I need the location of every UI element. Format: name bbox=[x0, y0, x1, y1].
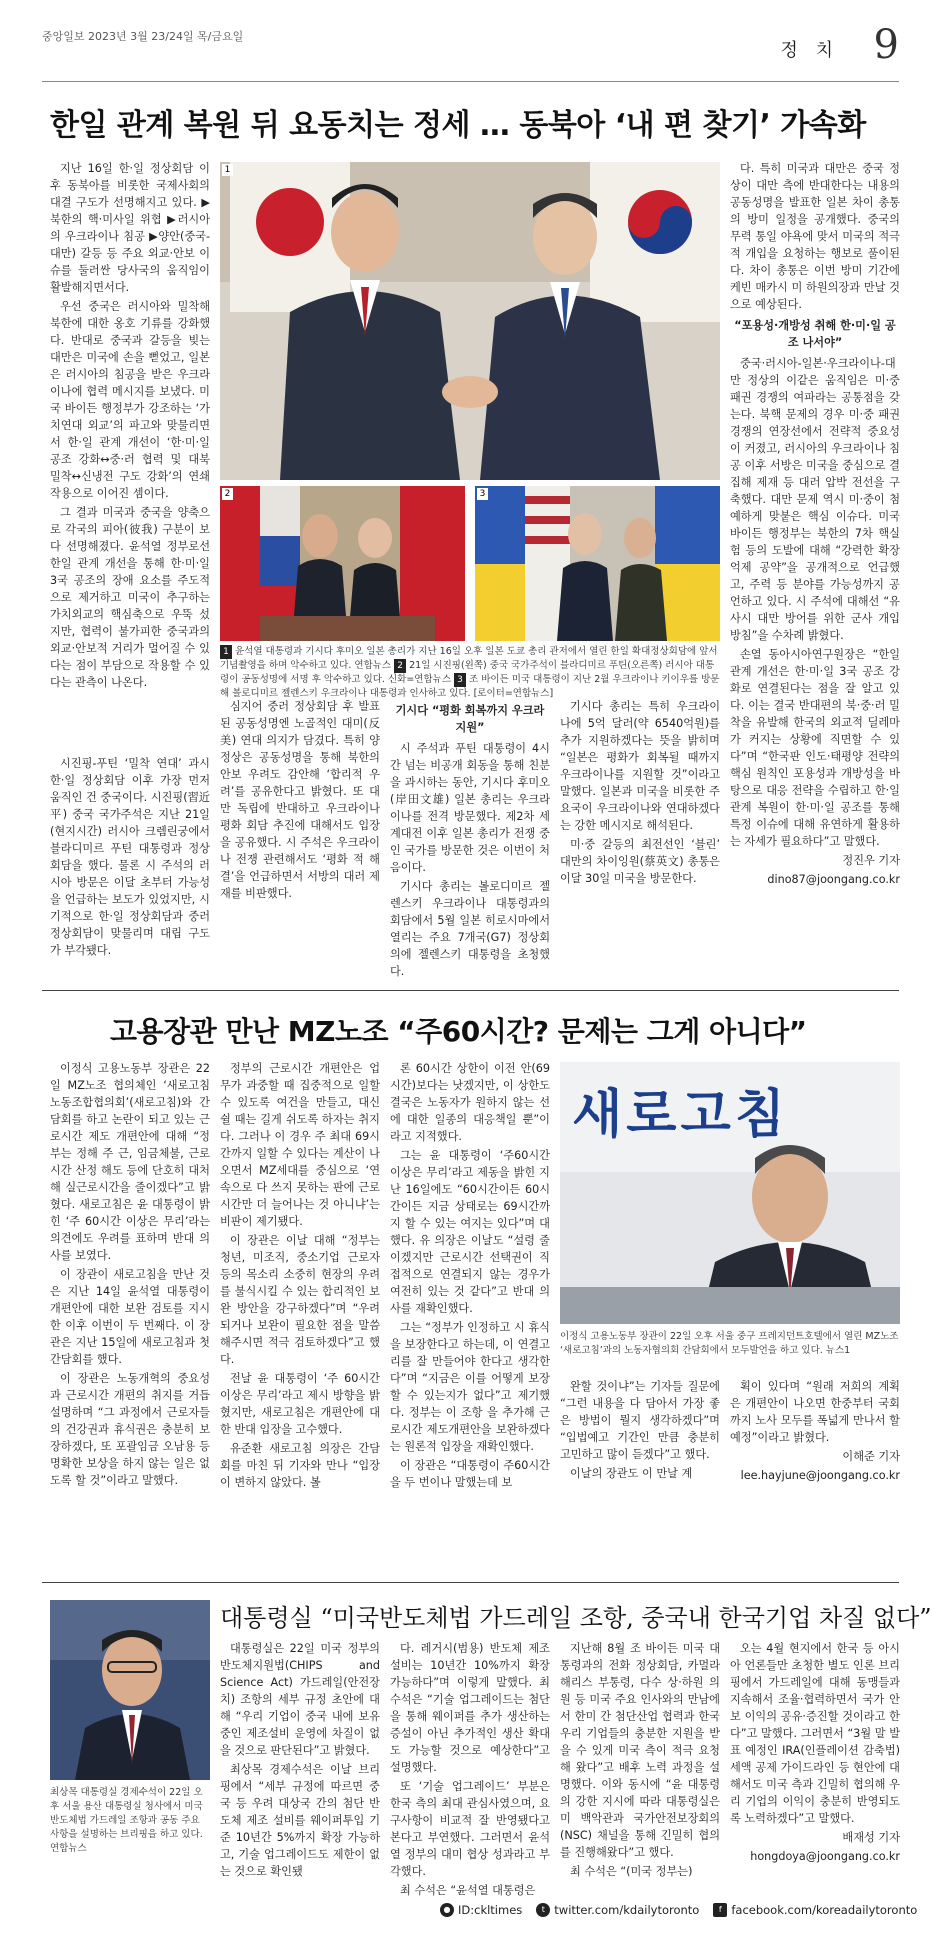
article3-email: hongdoya@joongang.co.kr bbox=[750, 1850, 900, 1863]
paragraph: 전날 윤 대통령이 ‘주 60시간 이상은 무리’라고 제시 방향을 밝혔지만, 새로고침은 개편안에 대한 반대 입장을 고수했다. bbox=[220, 1372, 380, 1436]
article2-email: lee.hayjune@joongang.co.kr bbox=[740, 1469, 900, 1482]
article3-col1 bbox=[220, 1640, 380, 1885]
paragraph: 최상목 경제수석은 이날 브리핑에서 “세부 규정에 따르면 중국 등 우려 대상국 간의 첨단 반도체 제조 설비를 웨이퍼투입 기준 10년간 5%까지 확장 가능하고, 기술 업그레이드도 제한이 없는 것으로 확인됐 bbox=[220, 1763, 380, 1878]
article1-email: dino87@joongang.co.kr bbox=[767, 873, 900, 886]
article2-headline: 고용장관 만난 MZ노조 “주60시간? 문제는 그게 아니다” bbox=[110, 1015, 807, 1048]
twitter-icon: t bbox=[536, 1903, 550, 1917]
paragraph: 그는 윤 대통령이 ‘주60시간 이상은 무리’라고 제동을 밝힌 지난 16일에도 “60시간이든 60시간이든 지금 상태로는 69시간까지 할 수 있는 여지는 있다”며 대했다. 유 의장은 이날도 “설령 줄이겠지만 근로시간 선택권이 직접적으로 연결되지 않는 경우가 여전히 있는 것 같다”고 반대 의사를 재확인했다. bbox=[390, 1149, 550, 1315]
caption-text-3: 조 바이든 미국 대통령이 지난 2월 우크라이나 키이우를 방문해 볼로디미르 젤렌스키 우크라이나 대통령과 인사하고 있다. [로이터=연합뉴스] bbox=[220, 674, 720, 699]
paragraph: 대통령실은 22일 미국 정부의 반도체지원법(CHIPS and Science Act) 가드레일(안전장치) 조항의 세부 규정 초안에 대해 “우리 기업이 중국 내에 보유 중인 제조설비 운영에 차질이 없을 것으로 판단된다”고 밝혔다. bbox=[220, 1642, 380, 1757]
photo-sign-text: 새로고침 bbox=[572, 1085, 789, 1145]
paragraph: 이 장관은 노동개혁의 중요성과 근로시간 개편의 취지를 거듭 설명하며 “그 과정에서 근로자들의 건강권과 휴식권은 충분히 보장하겠다, 또 포괄임금 오남용 등 명확한 보상을 하지 않는 일은 없도록 할 것”이라고 말했다. bbox=[50, 1372, 210, 1487]
article2-col2 bbox=[220, 1060, 380, 1575]
paragraph: 이정식 고용노동부 장관은 22일 MZ노조 협의체인 ‘새로고침 노동조합협의회’(새로고침)와 간담회를 하고 논란이 되고 있는 근로시간 제도 개편안에 대해 “정부는 정해 주 근, 임금체불, 근로시간 산정 해도 등에 단호히 대처해 실근로시간을 줄이겠다”고 밝혔다. 새로고침은 윤 대통령이 밝힌 ‘주 60시간 이상은 무리’라는 의견에도 우려를 표하며 반대 의사를 보였다. bbox=[50, 1062, 210, 1262]
paragraph: 지난 16일 한·일 정상회담 이후 동북아를 비롯한 국제사회의 대결 구도가 선명해지고 있다. ▶북한의 핵·미사일 위협 ▶러시아의 우크라이나 침공 ▶양안(중국-대만) 갈등 등 주요 외교·안보 이슈를 둘러싼 당사국의 움직임이 활발해지면서다. bbox=[50, 162, 210, 294]
twitter-link[interactable] bbox=[536, 1903, 699, 1917]
paragraph: 손열 동아시아연구원장은 “한일 관계 개선은 한·미·일 3국 공조 강화로 연결된다는 점을 잘 알고 있다. 이는 결국 반대편의 북·중·러 밀착을 유발해 한국의 외교적 딜레마가 커지는 상황에 직면할 수 있다”며 “한국판 인도·태평양 전략의 핵심 원칙인 포용성과 개방성을 바탕으로 대응 전략을 수립하고 한·일 관계 복원이 한·미·일 공조를 통해 특정 이슈에 대해 유연하게 활용하는 자세가 필요하다”고 말했다. bbox=[730, 648, 900, 848]
paragraph: 이날의 장관도 이 만날 계 bbox=[570, 1467, 693, 1480]
section-label: 정 치 bbox=[780, 40, 839, 61]
article1-col5 bbox=[730, 160, 900, 978]
paragraph: 지난해 8월 조 바이든 미국 대통령과의 전화 정상회담, 카멀라 해리스 부통령, 다수 상·하원 의원 등 미국 주요 인사와의 만남에서 한미 간 첨단산업 협력과 한국 우리 기업들의 충분한 지원을 받을 수 있게 미국 측이 적극 요청해 왔다”고 배후 노력 과정을 설명했다. 이와 동시에 “윤 대통령의 강한 지시에 따라 대통령실은 미 백악관과 국가안전보장회의(NSC) 채널을 통해 긴밀히 협의를 진행해왔다”고 했다. bbox=[560, 1642, 720, 1859]
paragraph: 심지어 중러 정상회담 후 발표된 공동성명엔 노골적인 대미(反美) 연대 의지가 담겼다. 특히 양 정상은 공동성명을 통해 북한의 안보 우려도 감안해 ‘합리적 우려’를 공유한다고 밝혔다. 또 대만 독립에 반대하고 우크라이나 평화 회담 추진에 대해서도 입장을 공유했다. 시 주석은 우크라이나 전쟁 관련해서도 ‘평화 적 해결’을 언급하면서 서방의 대러 제재를 비판했다. bbox=[220, 700, 380, 900]
article2-col4 bbox=[560, 1378, 720, 1575]
paragraph: 그 결과 미국과 중국을 양축으로 각국의 피아(彼我) 구분이 보다 선명해졌다. 윤석열 정부로선 한일 관계 개선을 통해 한·미·일 3국 공조의 장애 요소를 주도적으로 제거하고 미국이 추구하는 가치외교의 핵심축으로 우뚝 섰지만, 협력이 불가피한 중국과의 외교·안보적 거리가 멀어질 수 있다는 점이 부담으로 작용할 수 있다는 관측이 나온다. bbox=[50, 506, 210, 689]
article2-col3 bbox=[390, 1060, 550, 1575]
caption-text-1: 윤석열 대통령과 기시다 후미오 일본 총리가 지난 16일 오후 일본 도쿄 총리 관저에서 열린 한일 확대정상회담에 앞서 기념촬영을 하며 악수하고 있다. 연합뉴스 bbox=[220, 646, 718, 671]
photo-xi-putin bbox=[220, 486, 465, 641]
subhead-kishida: 기시다 “평화 회복까지 우크라 지원” bbox=[395, 704, 545, 734]
article1-headline: 한일 관계 복원 뒤 요동치는 정세 … 동북아 ‘내 편 찾기’ 가속화 bbox=[50, 108, 866, 143]
paragraph: 획이 있다며 “원래 저희의 계획은 개편안이 나오면 한중부터 국회까지 노사 모두를 폭넓게 만나서 할 예정”이라고 밝혔다. bbox=[730, 1380, 900, 1444]
facebook-icon: f bbox=[713, 1903, 727, 1917]
paragraph: 그는 “정부가 인정하고 시 휴식을 보장한다고 하는데, 이 연결고리를 잘 만들어야 한다고 생각한다”며 “지금은 이를 어떻게 보장할 수 있는지가 없다”고 제기했다. 정부는 이 조항 을 추가해 근로시간 제도개편안을 보완하겠다는 원론적 입장을 재확인했다. bbox=[390, 1321, 550, 1453]
caption-number-2: 2 bbox=[394, 659, 406, 673]
main-photo-yoon-kishida bbox=[220, 162, 720, 480]
article2-byline: 이해준 기자 bbox=[842, 1450, 900, 1463]
photo-number-2: 2 bbox=[222, 488, 233, 500]
masthead-paper-date: 중앙일보 2023년 3월 23/24일 목/금요일 bbox=[42, 30, 244, 43]
article2-col1 bbox=[50, 1060, 210, 1575]
article3-photo-caption: 최상목 대통령실 경제수석이 22일 오후 서울 용산 대통령실 청사에서 미국 반도체법 가드레일 조항과 공동 주요 사항을 설명하는 브리핑을 하고 있다. 연합뉴스 bbox=[50, 1787, 203, 1854]
kakao-link[interactable] bbox=[440, 1903, 522, 1917]
article3-col4 bbox=[730, 1640, 900, 1885]
paragraph: 시진핑-푸틴 ‘밀착 연대’ 과시 한·일 정상회담 이후 가장 먼저 움직인 건 중국이다. 시진핑(習近平) 중국 국가주석은 지난 21일(현지시간) 러시아 크렘린궁에서 블라디미르 푸틴 대통령과 정상회담을 했다. 물론 시 주석의 러시아 방문은 이달 초부터 가능성을 언급하는 보도가 있었지만, 시기적으로 한·일 정상회담과 중러 정상회담이 맞물리며 대립 구도가 부각됐다. bbox=[50, 757, 210, 957]
paragraph: 유준환 새로고침 의장은 간담회를 마친 뒤 기자와 만나 “입장이 변하지 않았다. 볼 bbox=[220, 1442, 380, 1489]
paragraph: 다. 특히 미국과 대만은 중국 정상이 대만 측에 반대한다는 내용의 공동성명을 발표한 일본 차이 총통의 방미 일정을 공개했다. 중국의 무력 통일 야욕에 맞서 미국의 적극적 개입을 요청하는 행보로 풀이된다. 차이 총통은 이번 방미 기간에 케빈 매카시 미 하원의장과 만날 것으로 예상된다. bbox=[730, 162, 900, 311]
article1-byline: 정진우 기자 bbox=[842, 854, 900, 867]
article1-col3 bbox=[390, 698, 550, 978]
paragraph: 이 장관이 새로고침을 만난 것은 지난 14일 윤석열 대통령이 개편안에 대한 보완 검토를 지시한 이후 이번이 두 번째다. 이 장관은 지난 15일에 새로고침과 첫 간담회를 했다. bbox=[50, 1268, 210, 1366]
masthead bbox=[42, 22, 899, 82]
paragraph: 시 주석과 푸틴 대통령이 4시간 넘는 비공개 회동을 통해 친분을 과시하는 동안, 기시다 후미오(岸田文雄) 일본 총리는 우크라이나를 전격 방문했다. 제2차 세계대전 이후 일본 총리가 전쟁 중인 국가를 방문한 것은 이번이 처음이다. bbox=[390, 742, 550, 874]
twitter-url: twitter.com/kdailytoronto bbox=[554, 1903, 700, 1917]
article1-col4 bbox=[560, 698, 720, 978]
article3-col2 bbox=[390, 1640, 550, 1897]
photo-biden-zelensky bbox=[475, 486, 720, 641]
subhead-inclusive: “포용성·개방성 취해 한·미·일 공조 나서야” bbox=[734, 319, 896, 349]
photo-number-1: 1 bbox=[222, 164, 233, 176]
article2-photo-minister bbox=[560, 1062, 900, 1324]
article3-col3 bbox=[560, 1640, 720, 1885]
biden-zelensky-illustration bbox=[475, 486, 720, 641]
caption-text-2: 21일 시진핑(왼쪽) 중국 국가주석이 블라디미르 푸틴(오른쪽) 러시아 대통령이 공동성명에 서명 후 악수하고 있다. 신화=연합뉴스 bbox=[220, 660, 715, 685]
divider-1 bbox=[42, 990, 899, 991]
kakao-id: ID:ckltimes bbox=[458, 1903, 523, 1917]
article1-col2 bbox=[50, 755, 210, 975]
article3-headline: 대통령실 “미국반도체법 가드레일 조항, 중국내 한국기업 차질 없다” bbox=[220, 1604, 932, 1632]
paragraph: 기시다 총리는 특히 우크라이나에 5억 달러(약 6540억원)를 추가 지원하겠다는 뜻을 밝히며 “일본은 평화가 회복될 때까지 우크라이나를 지원할 것”이라고 말했다. 일본과 미국을 비롯한 주요국이 우크라이나와 연대하겠다는 강한 메시지로 해석된다. bbox=[560, 700, 720, 832]
kakao-icon: ● bbox=[440, 1903, 454, 1917]
paragraph: 완할 것이냐”는 기자들 질문에 “그런 내용을 다 담아서 가장 좋은 방법이 뭘지 생각하겠다”며 “입법예고 기간인 만큼 충분히 고민하고 많이 듣겠다”고 했다. bbox=[560, 1380, 720, 1461]
paragraph: 이 장관은 “대통령이 주60시간을 두 번이나 말했는데 보 bbox=[390, 1459, 550, 1489]
facebook-url: facebook.com/koreadailytoronto bbox=[731, 1903, 918, 1917]
article2-photo-caption: 이정식 고용노동부 장관이 22일 오후 서울 중구 프레지던트호텔에서 열린 MZ노조 ‘새로고침’과의 노동자협의회 간담회에서 모두발언을 하고 있다. 뉴스1 bbox=[560, 1331, 899, 1356]
handshake-illustration bbox=[220, 162, 720, 480]
footer-social bbox=[440, 1898, 918, 1922]
paragraph: 이 장관은 이날 대해 “정부는 청년, 미조직, 중소기업 근로자 등의 목소리 소중히 현장의 우려를 불식시킬 수 있는 합리적인 보완 방안을 강구하겠다”며 “우려되거나 보완이 필요한 점을 말씀해주시면 적극 검토하겠다”고 했다. bbox=[220, 1234, 380, 1366]
paragraph: 다. 레거시(범용) 반도체 제조 설비는 10년간 10%까지 확장 가능하다”며 이렇게 말했다. 최 수석은 “기술 업그레이드는 첨단을 통해 웨이퍼를 추가 생산하는 증설이 아닌 추가적인 생산 확대도 가능할 것으로 예상한다”고 설명했다. bbox=[390, 1642, 550, 1774]
choi-illustration bbox=[50, 1600, 210, 1780]
article3-photo-choi bbox=[50, 1600, 210, 1780]
article2-col5 bbox=[730, 1378, 900, 1575]
paragraph: 미·중 갈등의 최전선인 ‘블린’ 대만의 차이잉원(蔡英文) 총통은 이달 30일 미국을 방문한다. bbox=[560, 838, 720, 885]
caption-number-3: 3 bbox=[454, 673, 466, 687]
facebook-link[interactable] bbox=[713, 1903, 917, 1917]
paragraph: 또 ‘기술 업그레이드’ 부분은 한국 측의 최대 관심사였으며, 요구사항이 비교적 잘 반영됐다고 본다고 부연했다. 그러면서 윤석열 정부의 대미 협상 성과라고 부각했다. bbox=[390, 1780, 550, 1878]
article1-photo-caption bbox=[220, 645, 720, 699]
article3-byline: 배재성 기자 bbox=[842, 1831, 900, 1844]
page-number: 9 bbox=[873, 22, 899, 68]
article1-col1 bbox=[50, 160, 210, 735]
paragraph: 정부의 근로시간 개편안은 업무가 과중할 때 집중적으로 일할 수 있도록 여건을 만들고, 대신 쉴 때는 길게 쉬도록 하자는 취지다. 그러나 이 경우 주 최대 69시간까지 일할 수 있다는 계산이 나오면서 MZ세대를 중심으로 ‘연속으로 다 쓰지 못하는 판에 근로시간만 더 늘어나는 것 아니냐’는 비판이 제기됐다. bbox=[220, 1062, 380, 1228]
paragraph: 오는 4월 현지에서 한국 등 아시아 언론들만 초청한 별도 인론 브리핑에서 가드레일에 대해 동맹들과 지속해서 조율·협력하면서 국가 안보 이익의 공유·증진할 것이라고 한다”고 말했다. 그러면서 “3월 말 발표 예정인 IRA(인플레이션 감축법) 세액 공제 가이드라인 등 현안에 대해서도 미국 측과 긴밀히 협의해 우리 기업의 이익이 충분히 반영되도록 노력하겠다”고 말했다. bbox=[730, 1642, 900, 1825]
paragraph: 최 수석은 “(미국 정부는) bbox=[570, 1865, 693, 1878]
caption-number-1: 1 bbox=[220, 645, 232, 659]
photo-number-3: 3 bbox=[477, 488, 488, 500]
paragraph: 론 60시간 상한이 이전 안(69시간)보다는 낫겠지만, 이 상한도 결국은 노동자가 원하지 않는 선에 대한 일종의 대응책일 뿐”이라고 지적했다. bbox=[390, 1062, 550, 1143]
xi-putin-illustration bbox=[220, 486, 465, 641]
paragraph: 우선 중국은 러시아와 밀착해 북한에 대한 옹호 기류를 강화했다. 반대로 중국과 갈등을 빚는 대만은 미국에 손을 뻗었고, 일본은 러시아의 침공을 받은 우크라이나에 협력 메시지를 보냈다. 미국 바이든 행정부가 강조하는 ‘가치연대 외교’의 파고와 맞물리면서 한·일 관계 개선이 ‘한·미·일 공조 강화↔중·러 협력 및 대북 밀착↔신냉전 구도 강화’의 연쇄 작용으로 이어진 셈이다. bbox=[50, 300, 210, 500]
paragraph: 최 수석은 “윤석열 대통령은 bbox=[400, 1884, 536, 1897]
paragraph: 기시다 총리는 볼로디미르 젤렌스키 우크라이나 대통령과의 회담에서 5월 일본 히로시마에서 열리는 주요 7개국(G7) 정상회의에 젤렌스키 대통령을 초청했다. bbox=[390, 880, 550, 978]
article1-col2b bbox=[220, 698, 380, 978]
paragraph: 중국·러시아-일본·우크라이나-대만 정상의 이같은 움직임은 미·중 패권 경쟁의 여파라는 공통점을 갖는다. 북핵 문제의 경우 미·중 패권 경쟁의 연장선에서 전략적 중요성이 커졌고, 러시아의 우크라이나 침공 이후 서방은 미국을 중심으로 결집해 제재 등 대러 압박 전선을 구축했다. 대만 문제 역시 미·중이 첨예하게 맞붙은 핵심 이슈다. 미국 바이든 행정부는 북한의 7차 핵실험 등의 도발에 대해 “강력한 확장억제 공약”을 공개적으로 언급했고, 주력 등 분야를 가능성까지 공언하고 있다. 시 주석에 대해선 “유사시 대만 방어를 위한 군사 개입 방침”을 수차례 밝혔다. bbox=[730, 357, 900, 642]
divider-2 bbox=[42, 1582, 899, 1583]
